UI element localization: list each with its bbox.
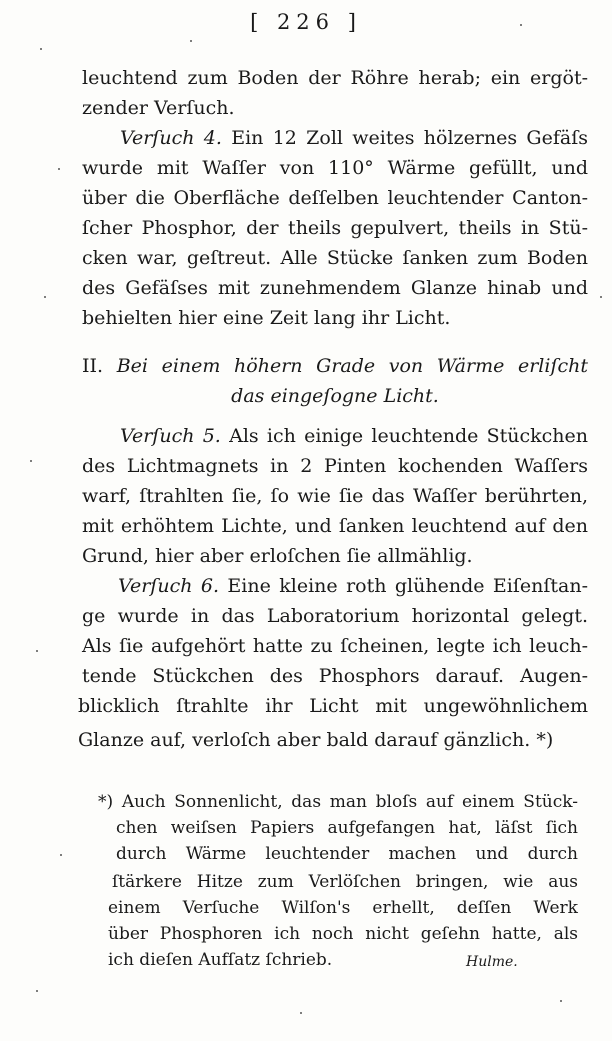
- text-line: des Gefäſses mit zunehmendem Glanze hinab und: [82, 277, 588, 299]
- text-line: tende Stückchen des Phosphors darauf. Augen-: [82, 665, 588, 687]
- text-line: des Lichtmagnets in 2 Pinten kochenden Waſſers: [82, 455, 588, 477]
- text-line: wurde mit Waſſer von 110° Wärme gefüllt, und: [82, 157, 588, 179]
- footnote-marker: *): [98, 792, 114, 812]
- text-line: zender Verſuch.: [82, 97, 235, 119]
- text-line: ge wurde in das Laboratorium horizontal gelegt.: [82, 605, 588, 627]
- scan-speck: [36, 650, 38, 652]
- text-line: behielten hier eine Zeit lang ihr Licht.: [82, 307, 451, 329]
- scan-speck: [520, 24, 522, 26]
- scan-speck: [40, 48, 42, 50]
- scan-speck: [190, 40, 192, 42]
- page-number: [ 226 ]: [250, 10, 362, 34]
- versuch-5-label: Verſuch 5.: [120, 425, 221, 447]
- section-heading: [82, 354, 588, 378]
- text-line: ſcher Phosphor, der theils gepulvert, theils in Stü-: [82, 217, 588, 239]
- versuch-4-label: Verſuch 4.: [120, 127, 222, 149]
- scan-speck: [560, 1000, 562, 1002]
- footnote-line: ich dieſen Aufſatz ſchrieb.: [108, 950, 333, 970]
- footnote-line: chen weiſsen Papiers aufgefangen hat, läſst ſich: [116, 818, 578, 838]
- scan-speck: [60, 854, 62, 856]
- text-line: Als ſie aufgehört hatte zu ſcheinen, legte ich leuch-: [82, 635, 588, 657]
- versuch-5-first-line: [120, 424, 588, 448]
- section-number: II.: [82, 355, 104, 377]
- footnote-first-text: Auch Sonnenlicht, das man bloſs auf einem Stück-: [121, 792, 578, 812]
- text-line: über die Oberfläche deſſelben leuchtender Canton-: [82, 187, 588, 209]
- section-heading-line-1: Bei einem höhern Grade von Wärme erliſcht: [116, 355, 588, 377]
- footnote-line: einem Verſuche Wilſon's erhellt, deſſen Werk: [108, 898, 578, 918]
- scan-speck: [36, 990, 38, 992]
- section-heading-line-2: das eingeſogne Licht.: [231, 385, 439, 407]
- scan-speck: [58, 168, 60, 170]
- versuch-6-label: Verſuch 6.: [118, 575, 219, 597]
- footnote-first-line: [98, 790, 578, 814]
- text-line: leuchtend zum Boden der Röhre herab; ein ergöt-: [82, 67, 588, 89]
- scan-speck: [600, 296, 602, 298]
- scan-speck: [44, 296, 46, 298]
- scan-speck: [30, 460, 32, 462]
- versuch-5-first-text: Als ich einige leuchtende Stückchen: [229, 425, 589, 447]
- footnote-signature: Hulme.: [466, 954, 518, 970]
- scan-speck: [300, 1012, 302, 1014]
- text-line: blicklich ſtrahlte ihr Licht mit ungewöhnlichem: [78, 695, 588, 717]
- text-line: Grund, hier aber erloſchen ſie allmählig.: [82, 545, 473, 567]
- text-line: warf, ſtrahlten ſie, ſo wie ſie das Waſſer berührten,: [82, 485, 588, 507]
- text-line: Glanze auf, verloſch aber bald darauf gänzlich. *): [78, 729, 554, 751]
- versuch-6-first-line: [118, 574, 588, 598]
- footnote-line: über Phosphoren ich noch nicht geſehn hatte, als: [108, 924, 578, 944]
- text-line: mit erhöhtem Lichte, und ſanken leuchtend auf den: [82, 515, 588, 537]
- footnote-line: durch Wärme leuchtender machen und durch: [116, 844, 578, 864]
- footnote-line: ſtärkere Hitze zum Verlöſchen bringen, wie aus: [112, 872, 578, 892]
- versuch-4-first-text: Ein 12 Zoll weites hölzernes Gefäſs: [231, 127, 588, 149]
- versuch-6-first-text: Eine kleine roth glühende Eiſenſtan-: [227, 575, 588, 597]
- text-line: cken war, geſtreut. Alle Stücke ſanken zum Boden: [82, 247, 588, 269]
- versuch-4-first-line: [120, 126, 588, 150]
